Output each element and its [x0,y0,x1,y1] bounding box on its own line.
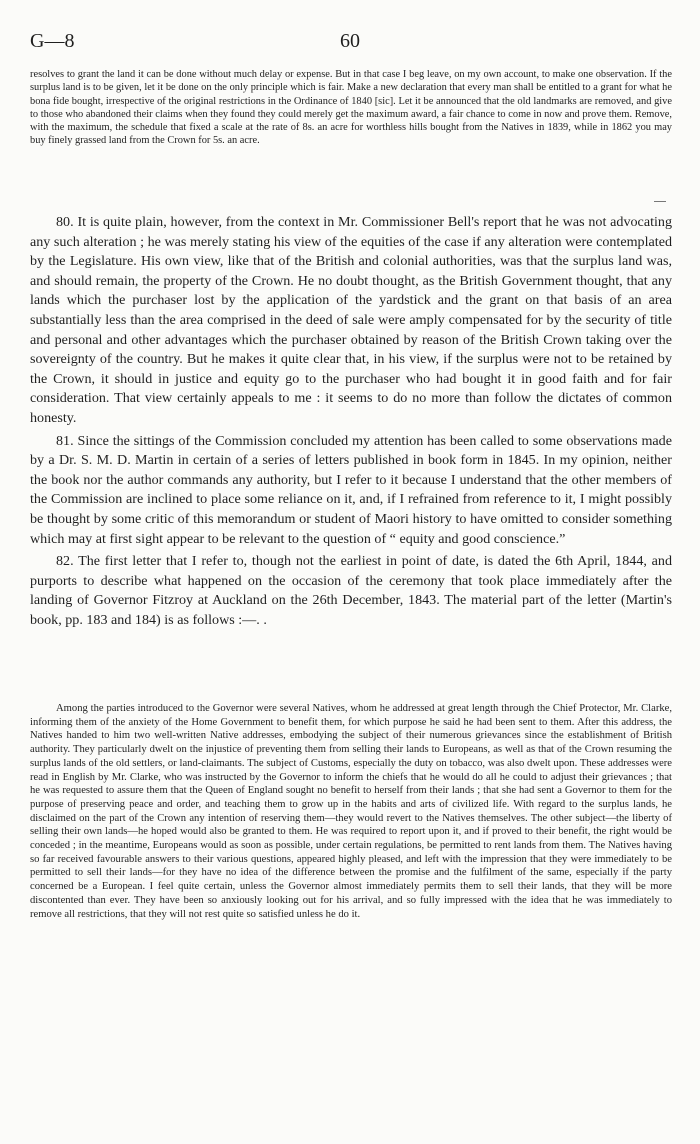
block-quotation: Among the parties introduced to the Governor were several Natives, whom he addressed at great length through the Chief Protector, Mr. Clarke, informing them of the anxiety of the Home Government to benefit them, for which purpose he said he had been sent to them. After this address, the Natives handed to him two well-written Native addresses, embodying the subject of their numerous grievances since the establishment of British authority. They particularly dwelt on the injustice of preventing them from selling their lands to Europeans, as well as that of the Crown resuming the surplus lands of the old settlers, or land-claimants. The subject of Customs, especially the duty on tobacco, was also dwelt upon. These addresses were read in English by Mr. Clarke, who was instructed by the Governor to inform the chiefs that he would do all he could to adjust their grievances ; that he was requested to assure them that the Queen of England sought no benefit to herself from their lands ; that she had sent a Governor to them for the purpose of preserving peace and order, and teaching them to grow up in the habits and arts of civilized life. With regard to the surplus lands, he disclaimed on the part of the Crown any intention of reserving them—they would revert to the Natives themselves. The other subject—the liberty of selling their own lands—he hoped would also be granted to them. He was required to report upon it, and if proved to their benefit, the right would be conceded ; in the meantime, Europeans would as soon as possible, under certain regulations, be permitted to rent lands from them. The Natives having so far received favourable answers to their various questions, appeared highly pleased, and left with the impression that they were immediately to be permitted to sell their lands—for they have no idea of the difference between the promise and the fulfilment of the same, especially if the party concerned be a European. I feel quite certain, unless the Governor almost immediately permits them to sell their lands, that they will be more discontented than ever. They have been so anxiously looking out for his arrival, and so fully impressed with the idea that he was immediately to remove all restrictions, that they will not rest quite so satisfied unless he do it. [30,703,672,920]
paragraph-text: The first letter that I refer to, though not the earliest in point of date, is dated the 6th April, 1844, and purports to describe what happened on the occasion of the ceremony that took place immediately after the landing of Governor Fitzroy at Auckland on the 26th December, 1843. The material part of the letter (Martin's book, pp. 183 and 184) is as follows :—. . [30,553,672,628]
main-body [30,213,672,633]
page-number: 60 [340,30,360,52]
continued-quotation: resolves to grant the land it can be done without much delay or expense. But in that case I beg leave, on my own account, to make one observation. If the surplus land is to be given, let it be done on the only principle which is fair. Make a new declaration that every man shall be entitled to a grant for what he bona fide bought, irrespective of the original restrictions in the Ordinance of 1840 [sic]. Let it be announced that the old landmarks are removed, and give to those who abandoned their claims when they found they could merely get the maximum award, a fair chance to come in now and prove them. Remove, with the maximum, the schedule that fixed a scale at the rate of 8s. an acre for worthless hills bought from the Natives in 1839, while in 1862 you may buy finely grassed land from the Crown for 5s. an acre. [30,69,672,147]
paragraph-number: 80. [56,214,74,230]
paragraph-text: It is quite plain, however, from the context in Mr. Commissioner Bell's report that he was not advocating any such alteration ; he was merely stating his view of the equities of the case if any alteration were contemplated by the Legislature. His own view, like that of the British and colonial authorities, was that the surplus land was, and should remain, the property of the Crown. He no doubt thought, as the British Government thought, that any lands which the purchaser lost by the application of the yardstick and the grant on that basis of an area substantially less than the area comprised in the deed of sale were amply compensated for by the security of title and personal and other advantages which the purchaser obtained by reason of the British Crown taking over the sovereignty of the country. But he makes it quite clear that, in his view, if the surplus were not to be retained by the Crown, it should in justice and equity go to the purchaser who had bought it in good faith and for fair consideration. That view certainly appeals to me : it seems to do no more than follow the dictates of common honesty. [30,214,672,426]
paragraph-text: Since the sittings of the Commission concluded my attention has been called to some observations made by a Dr. S. M. D. Martin in certain of a series of letters published in book form in 1845. In my opinion, neither the book nor the author commands any authority, but I refer to it because I understand that the other members of the Commission are inclined to place some reliance on it, and, if I refrained from reference to it, I might possibly be thought by some critic of this memorandum or student of Maori history to have omitted to consider something which may at first sight appear to be relevant to the question of “ equity and good conscience.” [30,432,672,547]
paragraph-81 [30,432,672,550]
paragraph-number: 82. [56,553,74,570]
page-header [30,30,670,60]
paragraph-number: 81. [56,432,74,449]
section-divider [654,201,666,202]
paragraph-82 [30,552,672,630]
document-reference: G—8 [30,30,75,52]
paragraph-80 [30,213,672,429]
